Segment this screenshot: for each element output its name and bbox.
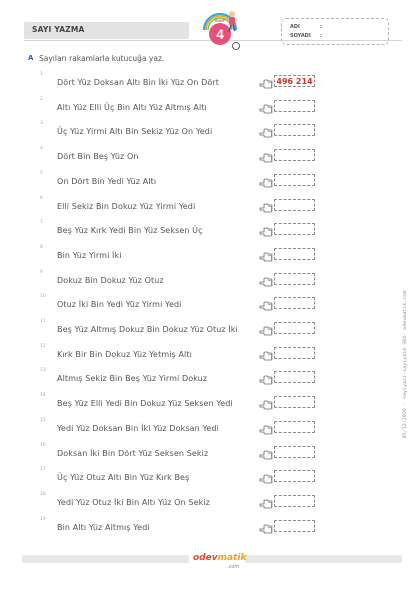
exercise-number: 8: [40, 244, 43, 250]
badge-grade: 4: [216, 26, 224, 42]
answer-box[interactable]: [274, 446, 315, 458]
exercise-text: Üç Yüz Yirmi Altı Bin Sekiz Yüz On Yedi: [57, 127, 213, 137]
exercise-number: 4: [40, 146, 43, 152]
surname-label: SOYADI: [290, 33, 311, 39]
pointing-hand-icon: [259, 322, 273, 334]
exercise-row: [40, 443, 380, 467]
answer-box[interactable]: [274, 297, 315, 309]
instruction-text: Sayıları rakamlarla kutucuğa yaz.: [39, 54, 165, 63]
worksheet-title: SAYI YAZMA: [32, 25, 85, 34]
side-note: 05/12/2026 - sayiyazi-sayiyaz4-384- odevmatik.com: [403, 290, 408, 438]
pointing-hand-icon: [259, 223, 273, 235]
exercise-row: [40, 517, 380, 541]
answer-box[interactable]: [274, 520, 315, 532]
exercise-text: Yedi Yüz Otuz İki Bin Altı Yüz On Sekiz: [57, 497, 210, 507]
answer-box[interactable]: [274, 347, 315, 359]
answer-box[interactable]: [274, 100, 315, 112]
name-row: [290, 24, 322, 30]
exercise-row: [40, 270, 380, 294]
exercise-number: 13: [40, 368, 46, 374]
exercise-text: Bin Yüz Yirmi İki: [57, 250, 122, 260]
answer-box[interactable]: [274, 322, 315, 334]
answer-box[interactable]: [274, 273, 315, 285]
exercise-row: [40, 393, 380, 417]
exercise-text: Kırk Bir Bin Dokuz Yüz Yetmiş Altı: [57, 349, 192, 359]
exercise-row: [40, 294, 380, 318]
kid-body-icon: [229, 17, 235, 25]
exercise-number: 2: [40, 96, 43, 102]
pointing-hand-icon: [259, 520, 273, 532]
grade-badge: [198, 6, 242, 52]
kid-leg-icon: [229, 25, 231, 32]
pointing-hand-icon: [259, 199, 273, 211]
logo-part-b: matik: [217, 553, 247, 563]
exercise-number: 1: [40, 72, 43, 77]
answer-box[interactable]: [274, 421, 315, 433]
pointing-hand-icon: [259, 149, 273, 161]
name-colon: :: [320, 24, 322, 30]
name-label: ADI: [290, 24, 300, 30]
exercise-text: Otuz İki Bin Yedi Yüz Yirmi Yedi: [57, 300, 182, 310]
pointing-hand-icon: [259, 495, 273, 507]
answer-value: 496 214: [276, 77, 313, 86]
exercise-row: [40, 196, 380, 220]
exercise-number: 5: [40, 170, 43, 176]
exercise-number: 14: [40, 393, 46, 399]
exercise-text: Altı Yüz Elli Üç Bin Altı Yüz Altmış Altı: [57, 102, 207, 112]
instruction-letter: A: [28, 54, 34, 62]
exercise-number: 3: [40, 121, 43, 127]
exercise-number: 11: [40, 319, 46, 324]
exercise-text: On Dört Bin Yedi Yüz Altı: [57, 176, 157, 186]
exercise-number: 6: [40, 195, 43, 201]
exercise-row: [40, 97, 380, 121]
exercise-row: [40, 146, 380, 170]
answer-box[interactable]: [274, 149, 315, 161]
pointing-hand-icon: [259, 446, 273, 458]
pointing-hand-icon: [259, 470, 273, 482]
answer-box[interactable]: [274, 495, 315, 507]
exercise-text: Elli Sekiz Bin Dokuz Yüz Yirmi Yedi: [57, 201, 196, 211]
exercise-row: [40, 319, 380, 343]
exercise-row: [40, 72, 380, 96]
exercise-text: Dört Bin Beş Yüz On: [57, 152, 139, 162]
exercise-text: Doksan İki Bin Dört Yüz Seksen Sekiz: [57, 448, 209, 458]
answer-box[interactable]: [274, 124, 315, 136]
pointing-hand-icon: [259, 174, 273, 186]
badge-label: SINIF: [214, 18, 226, 23]
answer-box[interactable]: [274, 248, 315, 260]
exercise-number: 9: [40, 269, 43, 275]
exercise-row: [40, 418, 380, 442]
answer-box[interactable]: [274, 199, 315, 211]
pointing-hand-icon: [259, 100, 273, 112]
exercise-text: Dokuz Bin Dokuz Yüz Otuz: [57, 275, 164, 285]
exercise-number: 19: [40, 516, 46, 522]
pointing-hand-icon: [259, 248, 273, 260]
exercise-number: 18: [40, 491, 46, 497]
exercise-text: Altmış Sekiz Bin Beş Yüz Yirmi Dokuz: [57, 374, 208, 384]
exercise-row: [40, 467, 380, 491]
ball-icon: [233, 43, 240, 50]
exercise-text: Üç Yüz Otuz Altı Bin Yüz Kırk Beş: [57, 473, 190, 483]
exercise-row: [40, 220, 380, 244]
exercise-row: [40, 368, 380, 392]
exercise-text: Bin Altı Yüz Altmış Yedi: [57, 522, 150, 532]
logo-wordmark: [193, 553, 246, 563]
pointing-hand-icon: [259, 371, 273, 383]
exercise-text: Beş Yüz Altmış Dokuz Bin Dokuz Yüz Otuz İki: [57, 325, 238, 334]
site-logo: [189, 552, 247, 570]
pointing-hand-icon: [259, 396, 273, 408]
pointing-hand-icon: [259, 421, 273, 433]
answer-box[interactable]: [274, 75, 315, 87]
answer-box[interactable]: [274, 174, 315, 186]
student-info-box: [281, 18, 389, 45]
logo-part-a: odev: [193, 553, 218, 563]
exercise-number: 15: [40, 417, 46, 423]
pointing-hand-icon: [259, 347, 273, 359]
pointing-hand-icon: [259, 124, 273, 136]
exercise-number: 16: [40, 442, 46, 448]
exercise-row: [40, 344, 380, 368]
pointing-hand-icon: [259, 273, 273, 285]
exercise-number: 7: [40, 220, 43, 226]
header-bar: [24, 22, 189, 39]
exercise-text: Beş Yüz Elli Yedi Bin Dokuz Yüz Seksen Yedi: [57, 399, 233, 409]
exercise-number: 17: [40, 467, 46, 473]
pointing-hand-icon: [259, 75, 273, 87]
exercise-row: [40, 492, 380, 516]
pointing-hand-icon: [259, 297, 273, 309]
kid-head-icon: [229, 11, 235, 17]
answer-box[interactable]: [274, 371, 315, 383]
exercise-number: 12: [40, 343, 46, 349]
exercise-text: Dört Yüz Doksan Altı Bin İki Yüz On Dört: [57, 78, 220, 87]
exercise-number: 10: [40, 294, 46, 300]
exercise-text: Beş Yüz Kırk Yedi Bin Yüz Seksen Üç: [57, 226, 203, 236]
surname-colon: :: [320, 33, 322, 39]
exercise-row: [40, 171, 380, 195]
answer-box[interactable]: [274, 470, 315, 482]
exercise-row: [40, 245, 380, 269]
exercise-row: [40, 121, 380, 145]
answer-box[interactable]: [274, 396, 315, 408]
exercise-text: Yedi Yüz Doksan Bin İki Yüz Doksan Yedi: [57, 423, 219, 433]
surname-row: [290, 33, 322, 39]
logo-suffix: .com: [227, 564, 240, 570]
answer-box[interactable]: [274, 223, 315, 235]
